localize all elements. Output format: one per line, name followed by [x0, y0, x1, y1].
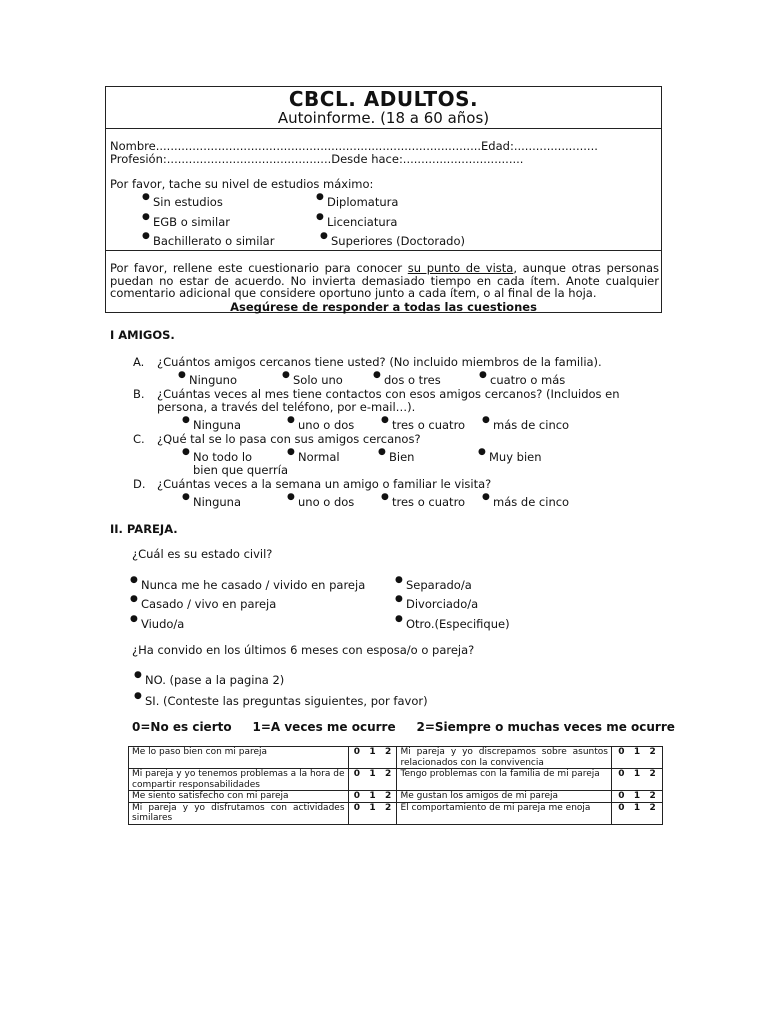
civil-option[interactable]: ● Casado / vivo en pareja [141, 597, 276, 611]
answer-option[interactable]: ● tres o cuatro [392, 495, 465, 509]
answer-option[interactable]: ● tres o cuatro [392, 418, 465, 432]
answer-option[interactable]: ● uno o dos [298, 495, 354, 509]
answer-option[interactable]: ● más de cinco [493, 418, 569, 432]
document-subtitle: Autoinforme. (18 a 60 años) [277, 109, 490, 127]
score-options[interactable]: 0 1 2 [348, 802, 397, 824]
question-convivencia: ¿Ha convido en los últimos 6 meses con esposa/o o pareja? [132, 643, 475, 657]
answer-option[interactable]: ● Solo uno [293, 373, 343, 387]
section-heading-amigos: I AMIGOS. [110, 328, 175, 342]
question-d: ¿Cuántas veces a la semana un amigo o familiar le visita? [157, 477, 492, 491]
civil-option[interactable]: ● Divorciado/a [406, 597, 478, 611]
civil-option[interactable]: ● Nunca me he casado / vivido en pareja [141, 578, 365, 592]
civil-option[interactable]: ● Viudo/a [141, 617, 184, 631]
item-text: Me lo paso bien con mi pareja [129, 747, 349, 769]
estudios-option[interactable]: ● Superiores (Doctorado) [331, 234, 465, 248]
score-options[interactable]: 0 1 2 [612, 747, 663, 769]
pareja-items-table [128, 746, 663, 825]
item-text: Mi pareja y yo discrepamos sobre asuntos relacionados con la convivencia [397, 747, 612, 769]
header-box [105, 86, 662, 313]
question-estado-civil: ¿Cuál es su estado civil? [132, 547, 273, 561]
score-options[interactable]: 0 1 2 [348, 769, 397, 791]
estudios-option[interactable]: ● Bachillerato o similar [153, 234, 274, 248]
estudios-option[interactable]: ● Licenciatura [327, 215, 397, 229]
answer-option[interactable]: ● dos o tres [384, 373, 441, 387]
answer-option[interactable]: ● Normal [298, 450, 340, 464]
item-text: Tengo problemas con la familia de mi pareja [397, 769, 612, 791]
score-options[interactable]: 0 1 2 [612, 802, 663, 824]
convivencia-option[interactable]: ● NO. (pase a la pagina 2) [145, 673, 284, 687]
divider [106, 250, 661, 251]
divider [106, 128, 661, 129]
answer-option[interactable]: ● cuatro o más [490, 373, 565, 387]
answer-option[interactable]: ● uno o dos [298, 418, 354, 432]
question-b-line2: persona, a través del teléfono, por e-mail…). [157, 400, 416, 414]
answer-option[interactable]: ● Ninguna [193, 495, 241, 509]
item-text: Me siento satisfecho con mi pareja [129, 791, 349, 803]
question-label: D. [133, 477, 146, 491]
item-text: Mi pareja y yo tenemos problemas a la hora de compartir responsabilidades [129, 769, 349, 791]
question-label: C. [133, 432, 145, 446]
instructions-bold: Asegúrese de responder a todas las cuestiones [230, 300, 537, 314]
item-text: El comportamiento de mi pareja me enoja [397, 802, 612, 824]
score-options[interactable]: 0 1 2 [612, 791, 663, 803]
answer-option[interactable]: ● Ninguna [193, 418, 241, 432]
question-label: A. [133, 355, 145, 369]
score-options[interactable]: 0 1 2 [612, 769, 663, 791]
answer-option-continuation: bien que querría [193, 463, 288, 477]
civil-option[interactable]: ● Otro.(Especifique) [406, 617, 510, 631]
question-b-line1: ¿Cuántas veces al mes tiene contactos con esos amigos cercanos? (Incluidos en [157, 387, 620, 401]
civil-option[interactable]: ● Separado/a [406, 578, 472, 592]
estudios-option[interactable]: ● Sin estudios [153, 195, 223, 209]
table-row [129, 747, 663, 769]
answer-option[interactable]: ● Bien [389, 450, 414, 464]
convivencia-option[interactable]: ● SI. (Conteste las preguntas siguientes, por favor) [145, 694, 428, 708]
answer-option[interactable]: ● más de cinco [493, 495, 569, 509]
section-heading-pareja: II. PAREJA. [110, 522, 178, 536]
instructions-paragraph: Por favor, rellene este cuestionario para conocer su punto de vista, aunque otras personas puedan no estar de acuerdo. No invierta demasiado tiempo en cada ítem. Anote cualquier comentario adicional que considere oportuno junto a cada ítem, o al final de la hoja. [110, 261, 660, 301]
estudios-prompt: Por favor, tache su nivel de estudios máximo: [110, 177, 374, 191]
nombre-edad-field[interactable]: Nombre.........................................................................................Edad:....................... [110, 139, 598, 153]
estudios-option[interactable]: ● EGB o similar [153, 215, 230, 229]
item-text: Mi pareja y yo disfrutamos con actividades similares [129, 802, 349, 824]
question-label: B. [133, 387, 145, 401]
question-a: ¿Cuántos amigos cercanos tiene usted? (No incluido miembros de la familia). [157, 355, 602, 369]
scale-legend: 0=No es cierto 1=A veces me ocurre 2=Siempre o muchas veces me ocurre [132, 720, 675, 734]
document-title: CBCL. ADULTOS. [288, 87, 479, 111]
instructions-underlined: su punto de vista [407, 261, 514, 275]
table-row [129, 802, 663, 824]
table-row [129, 769, 663, 791]
answer-option[interactable]: ● Ninguno [189, 373, 237, 387]
profesion-field[interactable]: Profesión:.............................................Desde hace:................................. [110, 152, 524, 166]
answer-option[interactable]: ● Muy bien [489, 450, 542, 464]
item-text: Me gustan los amigos de mi pareja [397, 791, 612, 803]
score-options[interactable]: 0 1 2 [348, 747, 397, 769]
question-c: ¿Qué tal se lo pasa con sus amigos cercanos? [157, 432, 421, 446]
table-row [129, 791, 663, 803]
estudios-option[interactable]: ● Diplomatura [327, 195, 398, 209]
score-options[interactable]: 0 1 2 [348, 791, 397, 803]
answer-option[interactable]: ● No todo lo [193, 450, 252, 464]
